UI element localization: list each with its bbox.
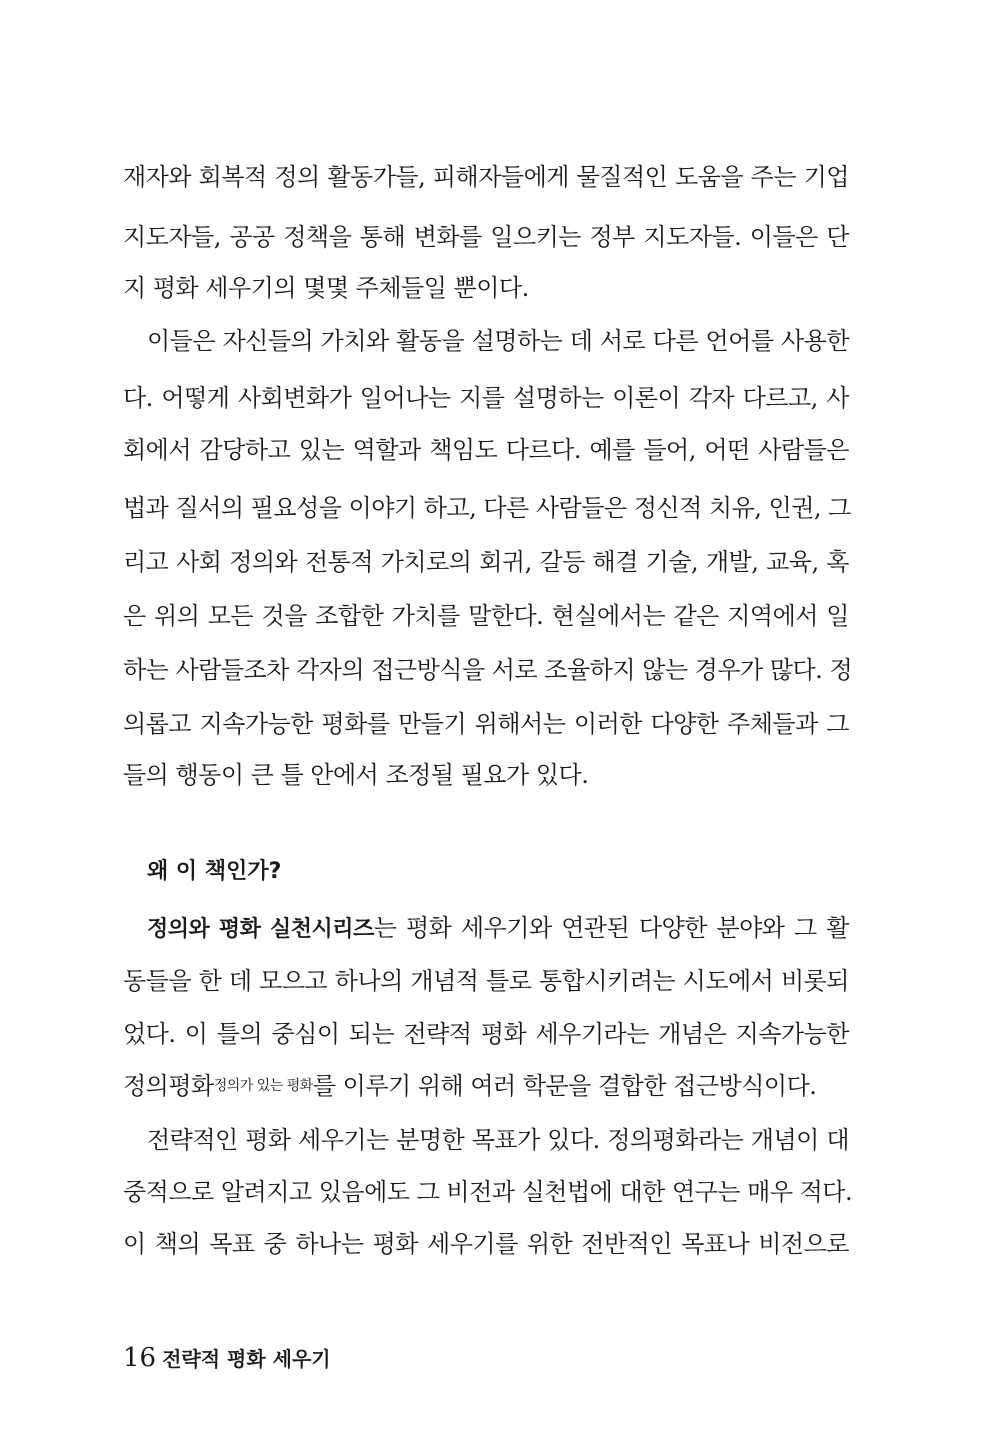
body-line: 전략적인 평화 세우기는 분명한 목표가 있다. 정의평화라는 개념이 대 — [147, 1126, 849, 1154]
body-line: 들의 행동이 큰 틀 안에서 조정될 필요가 있다. — [123, 761, 589, 789]
inline-gloss: 정의가 있는 평화 — [213, 1078, 313, 1094]
body-line: 의롭고 지속가능한 평화를 만들기 위해서는 이러한 다양한 주체들과 그 — [123, 710, 849, 738]
page-number: 16 — [123, 1343, 157, 1373]
body-line: 지도자들, 공공 정책을 통해 변화를 일으키는 정부 지도자들. 이들은 단 — [123, 223, 849, 251]
series-name: 정의와 평화 실천시리즈 — [147, 917, 374, 942]
section-heading: 왜 이 책인가? — [147, 859, 282, 884]
body-line: 하는 사람들조차 각자의 접근방식을 서로 조율하지 않는 경우가 많다. 정 — [123, 656, 853, 684]
body-line — [147, 908, 849, 948]
body-line: 재자와 회복적 정의 활동가들, 피해자들에게 물질적인 도움을 주는 기업 — [123, 163, 849, 191]
body-line: 회에서 감당하고 있는 역할과 책임도 다르다. 예를 들어, 어떤 사람들은 — [123, 436, 849, 464]
body-line: 중적으로 알려지고 있음에도 그 비전과 실천법에 대한 연구는 매우 적다. — [123, 1178, 853, 1206]
body-line: 지 평화 세우기의 몇몇 주체들일 뿐이다. — [123, 274, 529, 302]
body-line: 법과 질서의 필요성을 이야기 하고, 다른 사람들은 정신적 치유, 인권, 그 — [123, 494, 851, 522]
body-line — [123, 1066, 849, 1106]
body-line: 은 위의 모든 것을 조합한 가치를 말한다. 현실에서는 같은 지역에서 일 — [123, 602, 849, 630]
body-line: 동들을 한 데 모으고 하나의 개념적 틀로 통합시키려는 시도에서 비롯되 — [123, 967, 849, 995]
body-text: 정의평화 — [123, 1072, 214, 1100]
body-line: 었다. 이 틀의 중심이 되는 전략적 평화 세우기라는 개념은 지속가능한 — [123, 1020, 849, 1048]
page-footer — [123, 1340, 331, 1376]
body-line: 다. 어떻게 사회변화가 일어나는 지를 설명하는 이론이 각자 다르고, 사 — [123, 384, 849, 412]
body-line: 이들은 자신들의 가치와 활동을 설명하는 데 서로 다른 언어를 사용한 — [147, 327, 849, 355]
body-text: 를 이루기 위해 여러 학문을 결합한 접근방식이다. — [312, 1072, 817, 1100]
running-title: 전략적 평화 세우기 — [162, 1347, 331, 1371]
body-line: 이 책의 목표 중 하나는 평화 세우기를 위한 전반적인 목표나 비전으로 — [123, 1230, 849, 1258]
body-text: 는 평화 세우기와 연관된 다양한 분야와 그 활 — [373, 914, 849, 942]
body-line: 리고 사회 정의와 전통적 가치로의 회귀, 갈등 해결 기술, 개발, 교육, 혹 — [123, 548, 849, 576]
